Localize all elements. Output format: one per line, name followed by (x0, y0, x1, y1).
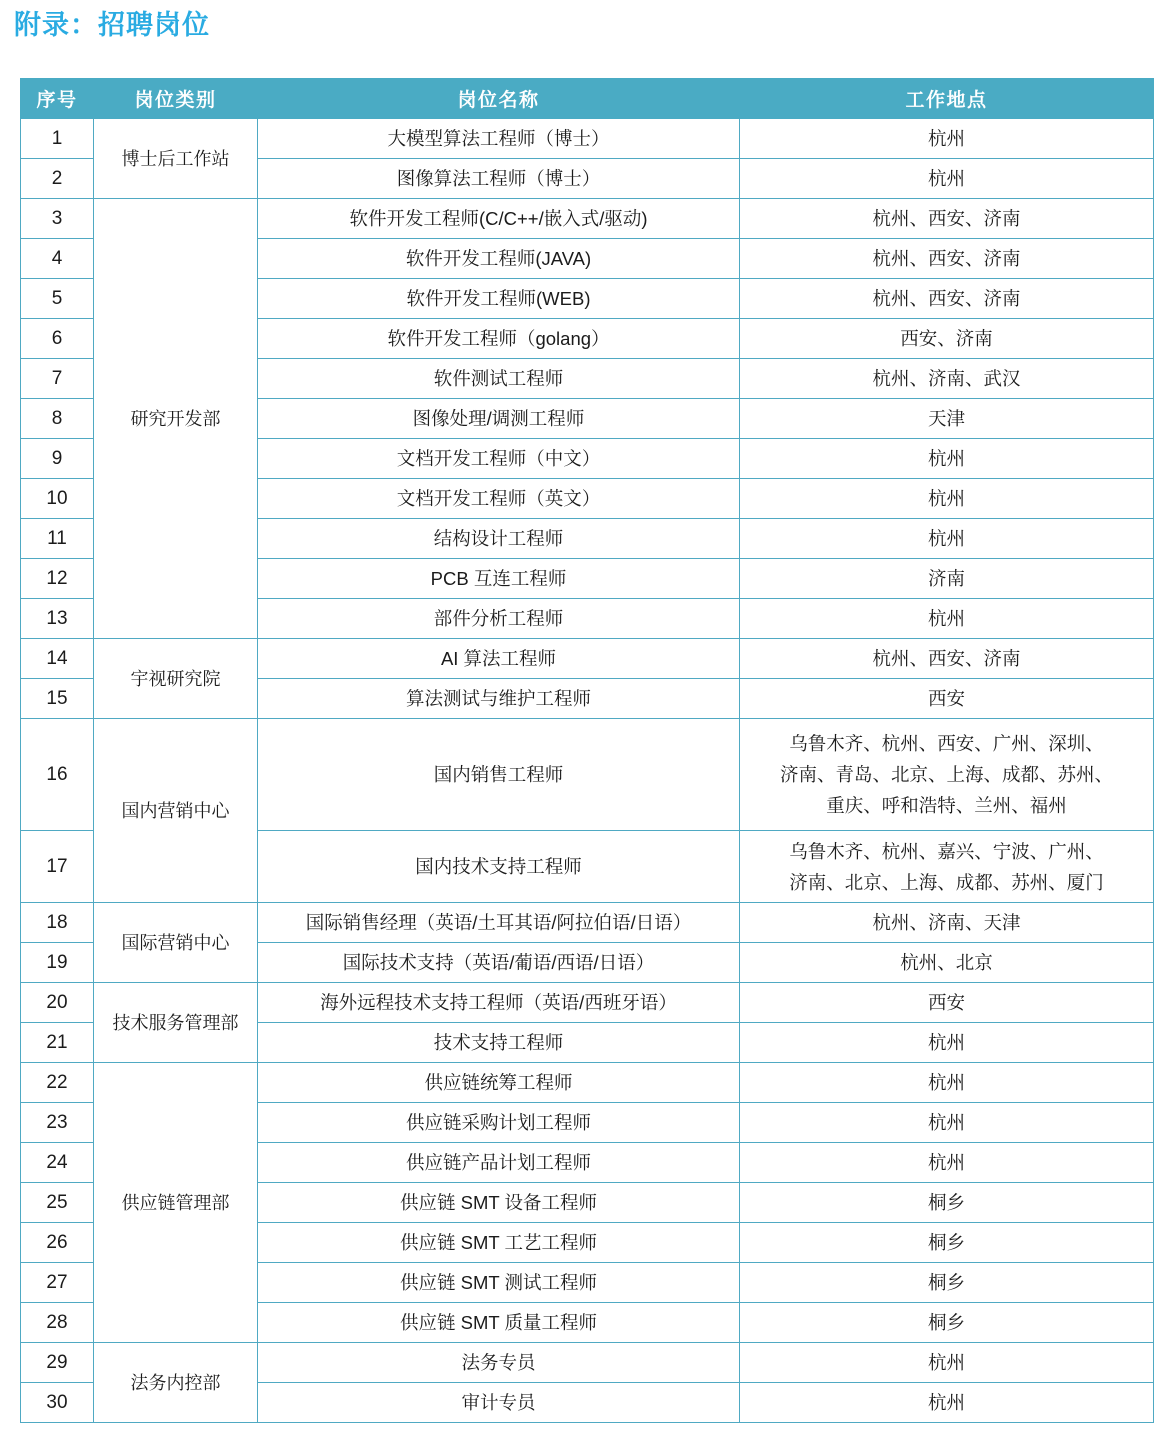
cell-work-location: 杭州、西安、济南 (740, 239, 1154, 279)
cell-job-name: 结构设计工程师 (258, 519, 740, 559)
cell-work-location: 天津 (740, 399, 1154, 439)
cell-row-number: 15 (21, 679, 94, 719)
cell-row-number: 19 (21, 943, 94, 983)
cell-work-location: 杭州、北京 (740, 943, 1154, 983)
cell-job-name: 图像处理/调测工程师 (258, 399, 740, 439)
cell-row-number: 3 (21, 199, 94, 239)
cell-work-location: 杭州 (740, 439, 1154, 479)
cell-job-name: 软件开发工程师（golang） (258, 319, 740, 359)
work-location-line: 乌鲁木齐、杭州、嘉兴、宁波、广州、 (789, 840, 1104, 862)
cell-row-number: 17 (21, 831, 94, 903)
cell-work-location: 桐乡 (740, 1183, 1154, 1223)
cell-job-name: 国际销售经理（英语/土耳其语/阿拉伯语/日语） (258, 903, 740, 943)
cell-work-location (740, 719, 1154, 831)
cell-work-location: 杭州 (740, 159, 1154, 199)
cell-job-name: 海外远程技术支持工程师（英语/西班牙语） (258, 983, 740, 1023)
cell-job-name: 算法测试与维护工程师 (258, 679, 740, 719)
table-row (21, 983, 1154, 1023)
cell-job-name: 文档开发工程师（中文） (258, 439, 740, 479)
cell-row-number: 9 (21, 439, 94, 479)
cell-work-location: 杭州、西安、济南 (740, 279, 1154, 319)
cell-job-category: 国际营销中心 (94, 903, 258, 983)
cell-row-number: 22 (21, 1063, 94, 1103)
table-row (21, 903, 1154, 943)
cell-job-name: 供应链产品计划工程师 (258, 1143, 740, 1183)
cell-job-category: 研究开发部 (94, 199, 258, 639)
cell-job-name: AI 算法工程师 (258, 639, 740, 679)
cell-job-category: 宇视研究院 (94, 639, 258, 719)
cell-row-number: 6 (21, 319, 94, 359)
cell-row-number: 21 (21, 1023, 94, 1063)
cell-job-category: 博士后工作站 (94, 119, 258, 199)
cell-work-location: 杭州 (740, 1023, 1154, 1063)
cell-job-category: 国内营销中心 (94, 719, 258, 903)
page-title: 附录：招聘岗位 (14, 10, 210, 40)
cell-work-location: 杭州 (740, 1383, 1154, 1423)
cell-work-location: 杭州、西安、济南 (740, 639, 1154, 679)
cell-job-category: 技术服务管理部 (94, 983, 258, 1063)
cell-row-number: 25 (21, 1183, 94, 1223)
cell-row-number: 5 (21, 279, 94, 319)
cell-job-name: 审计专员 (258, 1383, 740, 1423)
work-location-line: 济南、青岛、北京、上海、成都、苏州、 (779, 764, 1113, 785)
cell-job-name: PCB 互连工程师 (258, 559, 740, 599)
cell-work-location: 杭州、济南、武汉 (740, 359, 1154, 399)
cell-row-number: 12 (21, 559, 94, 599)
cell-job-category: 法务内控部 (94, 1343, 258, 1423)
table-row (21, 1063, 1154, 1103)
table-header-row (21, 79, 1154, 119)
cell-row-number: 7 (21, 359, 94, 399)
cell-job-name: 国内技术支持工程师 (258, 831, 740, 903)
cell-row-number: 30 (21, 1383, 94, 1423)
cell-work-location: 济南 (740, 559, 1154, 599)
cell-job-name: 供应链采购计划工程师 (258, 1103, 740, 1143)
cell-job-name: 国际技术支持（英语/葡语/西语/日语） (258, 943, 740, 983)
table-row (21, 639, 1154, 679)
cell-work-location: 杭州 (740, 1143, 1154, 1183)
cell-work-location: 桐乡 (740, 1303, 1154, 1343)
cell-work-location: 杭州、西安、济南 (740, 199, 1154, 239)
cell-row-number: 18 (21, 903, 94, 943)
work-location-line: 重庆、呼和浩特、兰州、福州 (826, 795, 1067, 816)
cell-work-location: 杭州 (740, 599, 1154, 639)
cell-row-number: 1 (21, 119, 94, 159)
cell-job-name: 软件测试工程师 (258, 359, 740, 399)
cell-row-number: 28 (21, 1303, 94, 1343)
cell-row-number: 2 (21, 159, 94, 199)
recruitment-table (20, 78, 1154, 1423)
cell-job-category: 供应链管理部 (94, 1063, 258, 1343)
cell-row-number: 29 (21, 1343, 94, 1383)
cell-work-location: 桐乡 (740, 1263, 1154, 1303)
column-header-position: 岗位名称 (258, 79, 740, 119)
cell-work-location: 桐乡 (740, 1223, 1154, 1263)
cell-work-location: 杭州 (740, 479, 1154, 519)
cell-work-location: 杭州 (740, 1343, 1154, 1383)
table-row (21, 719, 1154, 831)
cell-row-number: 11 (21, 519, 94, 559)
cell-job-name: 软件开发工程师(WEB) (258, 279, 740, 319)
table-header (21, 79, 1154, 119)
cell-row-number: 8 (21, 399, 94, 439)
table-row (21, 199, 1154, 239)
cell-work-location: 杭州 (740, 119, 1154, 159)
cell-row-number: 14 (21, 639, 94, 679)
table-row (21, 119, 1154, 159)
recruitment-table-container (20, 78, 1153, 1423)
cell-work-location: 杭州、济南、天津 (740, 903, 1154, 943)
cell-row-number: 26 (21, 1223, 94, 1263)
cell-job-name: 软件开发工程师(JAVA) (258, 239, 740, 279)
cell-job-name: 供应链 SMT 工艺工程师 (258, 1223, 740, 1263)
table-row (21, 1343, 1154, 1383)
cell-job-name: 供应链 SMT 质量工程师 (258, 1303, 740, 1343)
cell-row-number: 10 (21, 479, 94, 519)
work-location-lines (744, 836, 1149, 898)
cell-row-number: 24 (21, 1143, 94, 1183)
cell-work-location: 西安 (740, 679, 1154, 719)
cell-row-number: 27 (21, 1263, 94, 1303)
cell-work-location: 西安、济南 (740, 319, 1154, 359)
cell-job-name: 供应链 SMT 设备工程师 (258, 1183, 740, 1223)
cell-row-number: 23 (21, 1103, 94, 1143)
cell-job-name: 文档开发工程师（英文） (258, 479, 740, 519)
cell-job-name: 供应链统筹工程师 (258, 1063, 740, 1103)
cell-job-name: 大模型算法工程师（博士） (258, 119, 740, 159)
work-location-line: 济南、北京、上海、成都、苏州、厦门 (789, 871, 1104, 893)
cell-row-number: 16 (21, 719, 94, 831)
column-header-no: 序号 (21, 79, 94, 119)
cell-job-name: 法务专员 (258, 1343, 740, 1383)
work-location-line: 乌鲁木齐、杭州、西安、广州、深圳、 (789, 733, 1104, 754)
cell-job-name: 部件分析工程师 (258, 599, 740, 639)
cell-job-name: 技术支持工程师 (258, 1023, 740, 1063)
table-body (21, 119, 1154, 1423)
cell-work-location (740, 831, 1154, 903)
cell-work-location: 杭州 (740, 519, 1154, 559)
cell-row-number: 13 (21, 599, 94, 639)
cell-job-name: 供应链 SMT 测试工程师 (258, 1263, 740, 1303)
cell-row-number: 20 (21, 983, 94, 1023)
column-header-location: 工作地点 (740, 79, 1154, 119)
cell-job-name: 软件开发工程师(C/C++/嵌入式/驱动) (258, 199, 740, 239)
work-location-lines (744, 728, 1149, 821)
cell-work-location: 杭州 (740, 1103, 1154, 1143)
cell-job-name: 国内销售工程师 (258, 719, 740, 831)
cell-job-name: 图像算法工程师（博士） (258, 159, 740, 199)
column-header-category: 岗位类别 (94, 79, 258, 119)
cell-work-location: 西安 (740, 983, 1154, 1023)
cell-row-number: 4 (21, 239, 94, 279)
cell-work-location: 杭州 (740, 1063, 1154, 1103)
